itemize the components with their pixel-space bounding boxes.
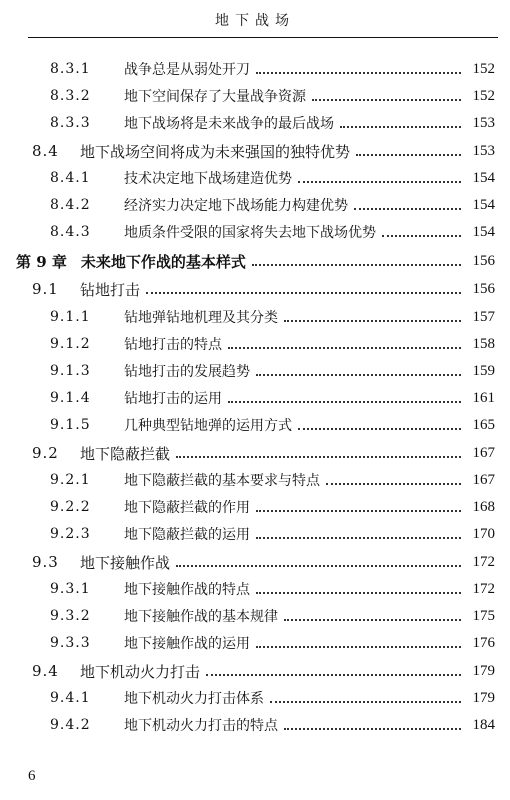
dot-leader [256,373,461,376]
toc-entry-title: 地下机动火力打击 [80,662,201,681]
dot-leader [256,645,461,648]
toc-entry-title: 地下隐蔽拦截的基本要求与特点 [124,473,320,489]
toc-entry-title: 战争总是从弱处开刀 [124,62,250,78]
toc-entry-number: 9.2.3 [50,526,91,542]
toc-subsection-entry[interactable] [50,685,495,711]
toc-subsection-entry[interactable] [50,304,495,330]
toc-section-entry[interactable] [32,658,495,684]
toc-entry-page: 156 [472,252,495,269]
dot-leader [256,509,461,512]
toc-entry-number: 8.3.1 [50,61,91,77]
toc-entry-number: 9.1.4 [50,390,91,406]
toc-entry-number: 8.4.1 [50,170,91,186]
toc-entry-title: 经济实力决定地下战场能力构建优势 [124,198,348,214]
dot-leader [176,455,461,458]
toc-entry-page: 152 [472,87,495,104]
toc-entry-number: 9.4.2 [50,717,91,733]
toc-entry-title: 地下战场将是未来战争的最后战场 [124,116,334,132]
dot-leader [228,346,461,349]
toc-subsection-entry[interactable] [50,192,495,218]
toc-subsection-entry[interactable] [50,83,495,109]
toc-subsection-entry[interactable] [50,385,495,411]
dot-leader [284,319,461,322]
toc-entry-title: 地下接触作战 [80,553,171,572]
dot-leader [298,180,461,183]
toc-entry-number: 9.1.1 [50,309,91,325]
toc-entry-number: 9.3.1 [50,581,91,597]
toc-entry-number: 9.3.2 [50,608,91,624]
toc-entry-page: 156 [472,280,495,297]
running-header: 地下战场 [215,13,295,29]
toc-entry-title: 地下隐蔽拦截的作用 [124,500,250,516]
toc-entry-title: 地下接触作战的特点 [124,582,250,598]
toc-entry-title: 地下空间保存了大量战争资源 [124,89,306,105]
toc-entry-number: 9.3 [32,553,59,571]
toc-entry-page: 175 [472,607,495,624]
dot-leader [356,153,461,156]
dot-leader [284,618,461,621]
toc-entry-title: 钻地弹钻地机理及其分类 [124,310,278,326]
toc-entry-number: 8.4 [32,142,59,160]
toc-subsection-entry[interactable] [50,165,495,191]
toc-entry-title: 钻地打击的发展趋势 [124,364,250,380]
dot-leader [228,400,461,403]
toc-entry-number: 9.3.3 [50,635,91,651]
toc-entry-page: 184 [472,716,495,733]
toc-entry-page: 172 [472,553,495,570]
toc-subsection-entry[interactable] [50,576,495,602]
toc-entry-page: 165 [472,416,495,433]
toc-subsection-entry[interactable] [50,494,495,520]
toc-subsection-entry[interactable] [50,110,495,136]
toc-subsection-entry[interactable] [50,467,495,493]
toc-entry-page: 179 [472,689,495,706]
toc-entry-number: 9.4.1 [50,690,91,706]
toc-entry-page: 167 [472,471,495,488]
toc-entry-page: 157 [472,308,495,325]
toc-entry-number: 9.4 [32,662,59,680]
toc-subsection-entry[interactable] [50,630,495,656]
toc-entry-number: 9.1 [32,280,59,298]
toc-entry-page: 154 [472,196,495,213]
toc-entry-page: 159 [472,362,495,379]
dot-leader [354,207,461,210]
toc-entry-number: 9.2.1 [50,472,91,488]
dot-leader [146,291,461,294]
toc-entry-number: 第 9 章 [16,252,67,271]
dot-leader [256,536,461,539]
dot-leader [340,125,461,128]
toc-entry-page: 153 [472,142,495,159]
toc-entry-number: 9.2.2 [50,499,91,515]
dot-leader [252,263,461,266]
toc-entry-page: 161 [472,389,495,406]
toc-entry-title: 地下接触作战的运用 [124,636,250,652]
toc-entry-number: 8.4.3 [50,224,91,240]
dot-leader [256,71,461,74]
toc-section-entry[interactable] [32,440,495,466]
toc-entry-number: 8.4.2 [50,197,91,213]
toc-entry-title: 地下战场空间将成为未来强国的独特优势 [80,142,351,161]
dot-leader [256,591,461,594]
toc-entry-number: 9.1.5 [50,417,91,433]
dot-leader [270,700,461,703]
toc-section-entry[interactable] [32,138,495,164]
header-rule [28,37,498,38]
toc-entry-page: 170 [472,525,495,542]
toc-subsection-entry[interactable] [50,412,495,438]
toc-entry-number: 9.1.3 [50,363,91,379]
toc-subsection-entry[interactable] [50,331,495,357]
toc-subsection-entry[interactable] [50,219,495,245]
page-number: 6 [28,768,36,784]
toc-entry-number: 9.2 [32,444,59,462]
toc-entry-title: 技术决定地下战场建造优势 [124,171,292,187]
toc-entry-title: 几种典型钻地弹的运用方式 [124,418,292,434]
toc-subsection-entry[interactable] [50,358,495,384]
toc-entry-page: 176 [472,634,495,651]
toc-entry-title: 地下隐蔽拦截的运用 [124,527,250,543]
toc-entry-number: 8.3.3 [50,115,91,131]
dot-leader [298,427,461,430]
toc-entry-page: 172 [472,580,495,597]
dot-leader [206,673,461,676]
toc-entry-page: 167 [472,444,495,461]
toc-entry-title: 地下机动火力打击的特点 [124,718,278,734]
toc-chapter-entry[interactable] [16,248,495,274]
toc-subsection-entry[interactable] [50,56,495,82]
toc-subsection-entry[interactable] [50,521,495,547]
toc-entry-title: 地下接触作战的基本规律 [124,609,278,625]
toc-entry-number: 8.3.2 [50,88,91,104]
toc-entry-page: 154 [472,223,495,240]
dot-leader [312,98,461,101]
toc-section-entry[interactable] [32,549,495,575]
toc-entry-page: 154 [472,169,495,186]
toc-entry-page: 168 [472,498,495,515]
dot-leader [176,564,461,567]
toc-entry-title: 钻地打击的特点 [124,337,222,353]
toc-entry-title: 地质条件受限的国家将失去地下战场优势 [124,225,376,241]
toc-entry-title: 钻地打击 [80,280,141,299]
dot-leader [326,482,461,485]
toc-entry-title: 钻地打击的运用 [124,391,222,407]
toc-section-entry[interactable] [32,276,495,302]
toc-entry-page: 179 [472,662,495,679]
toc-entry-number: 9.1.2 [50,336,91,352]
toc-entry-page: 153 [472,114,495,131]
toc-subsection-entry[interactable] [50,603,495,629]
toc-entry-page: 152 [472,60,495,77]
toc-entry-page: 158 [472,335,495,352]
toc-subsection-entry[interactable] [50,712,495,738]
toc-entry-title: 地下机动火力打击体系 [124,691,264,707]
toc-entry-title: 地下隐蔽拦截 [80,444,171,463]
dot-leader [382,234,461,237]
toc-entry-title: 未来地下作战的基本样式 [80,252,246,271]
dot-leader [284,727,461,730]
